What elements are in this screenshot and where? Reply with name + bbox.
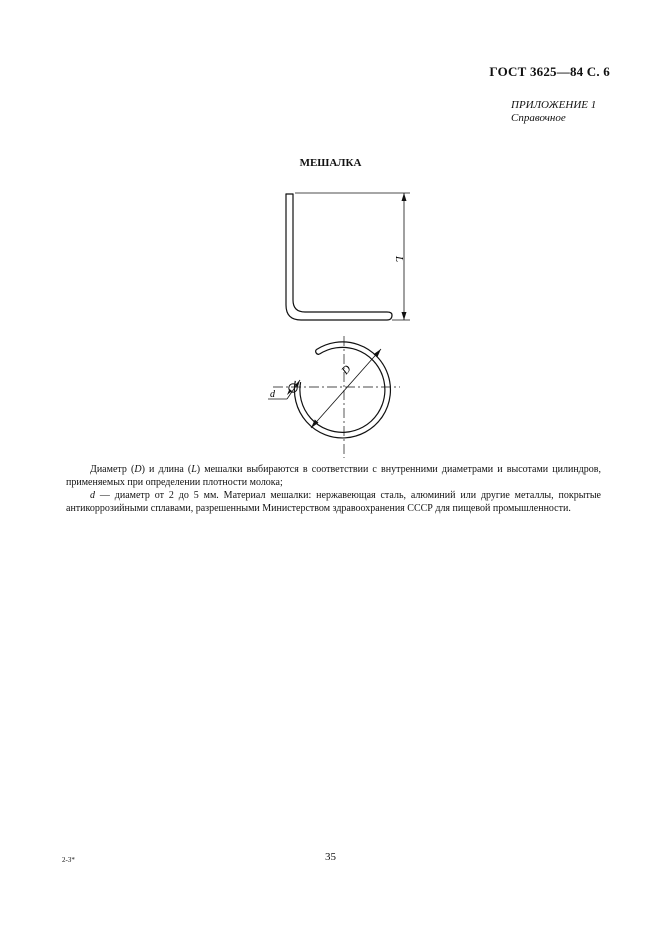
text-fragment: ) мешалки выбираются в соответствии с внутренними диаметрами и высотами цилиндров, применяемых при определении плотности молока; — [66, 464, 601, 488]
description-text — [66, 463, 601, 515]
page-title: МЕШАЛКА — [299, 157, 362, 169]
appendix-number: ПРИЛОЖЕНИЕ 1 — [511, 99, 597, 111]
text-fragment: — диаметр от 2 до 5 мм. Материал мешалки: нержавеющая сталь, алюминий или другие металлы, покрытые антикоррозийными сплавами, разрешенными Министерством здравоохранения СССР для пищевой промышленности. — [66, 490, 601, 514]
print-code: 2-3* — [62, 856, 75, 864]
text-fragment: Диаметр ( — [90, 464, 135, 475]
stirrer-side-view — [286, 194, 392, 320]
dimension-label-D: D — [339, 363, 354, 378]
page-number: 35 — [325, 851, 336, 863]
dimension-label-d: d — [270, 389, 275, 400]
symbol-D: D — [134, 464, 142, 475]
dimension-lines — [295, 193, 410, 320]
text-fragment: ) и длина ( — [141, 464, 192, 475]
stirrer-top-view — [268, 336, 400, 458]
stirrer-drawing — [0, 0, 661, 460]
symbol-L: L — [191, 464, 197, 475]
appendix-type: Справочное — [511, 112, 566, 124]
paragraph-material — [66, 489, 601, 515]
paragraph-dimensions — [66, 463, 601, 489]
standard-designation: ГОСТ 3625—84 С. 6 — [489, 64, 610, 79]
symbol-d: d — [90, 490, 95, 501]
dimension-label-L: L — [393, 256, 405, 263]
